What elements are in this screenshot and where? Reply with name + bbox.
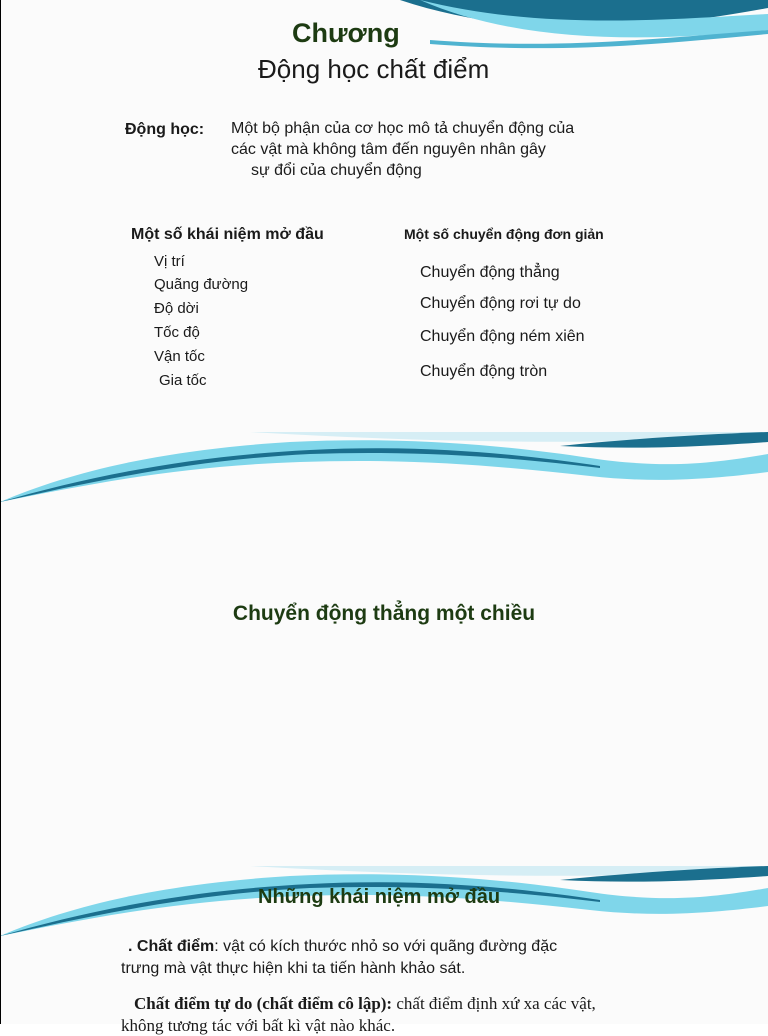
term-definition: : vật có kích thước nhỏ so với quãng đường đặc <box>214 938 558 955</box>
list-item: Chuyển động tròn <box>420 363 548 380</box>
paragraph-line <box>134 994 596 1014</box>
paragraph-line: không tương tác với bất kì vật nào khác. <box>121 1016 396 1035</box>
definition-label: Động học: <box>125 121 205 138</box>
list-item: Vị trí <box>154 253 185 270</box>
definition-line: Một bộ phận của cơ học mô tả chuyển động của <box>231 120 575 137</box>
definition-line: sự đổi của chuyển động <box>251 162 422 179</box>
wave-decoration <box>0 432 768 502</box>
slide-3 <box>0 866 768 1035</box>
list-item: Chuyển động ném xiên <box>420 328 585 345</box>
slide-title: Những khái niệm mở đầu <box>258 886 501 908</box>
chapter-subtitle: Động học chất điểm <box>258 54 490 84</box>
paragraph-line <box>128 938 557 956</box>
chapter-title: Chương <box>292 18 400 48</box>
list-item: Quãng đường <box>154 276 249 293</box>
right-column-heading: Một số chuyển động đơn giản <box>404 226 604 242</box>
slide-1 <box>0 0 768 432</box>
list-item: Gia tốc <box>159 372 207 389</box>
term-definition: chất điểm định xứ xa các vật, <box>392 994 596 1013</box>
list-item: Tốc độ <box>154 324 200 341</box>
list-item: Chuyển động rơi tự do <box>420 295 581 312</box>
term-bold: . Chất điểm <box>128 938 215 955</box>
list-item: Vận tốc <box>154 348 205 365</box>
slide-2 <box>0 432 768 866</box>
left-column-heading: Một số khái niệm mở đầu <box>131 226 324 243</box>
term-bold: Chất điểm tự do (chất điểm cô lập): <box>134 994 393 1013</box>
list-item: Chuyển động thẳng <box>420 264 560 281</box>
definition-line: các vật mà không tâm đến nguyên nhân gây <box>231 141 546 158</box>
list-item: Độ dời <box>154 300 199 317</box>
slide-title: Chuyển động thẳng một chiều <box>232 602 536 625</box>
paragraph-line: trưng mà vật thực hiện khi ta tiến hành khảo sát. <box>121 960 466 977</box>
